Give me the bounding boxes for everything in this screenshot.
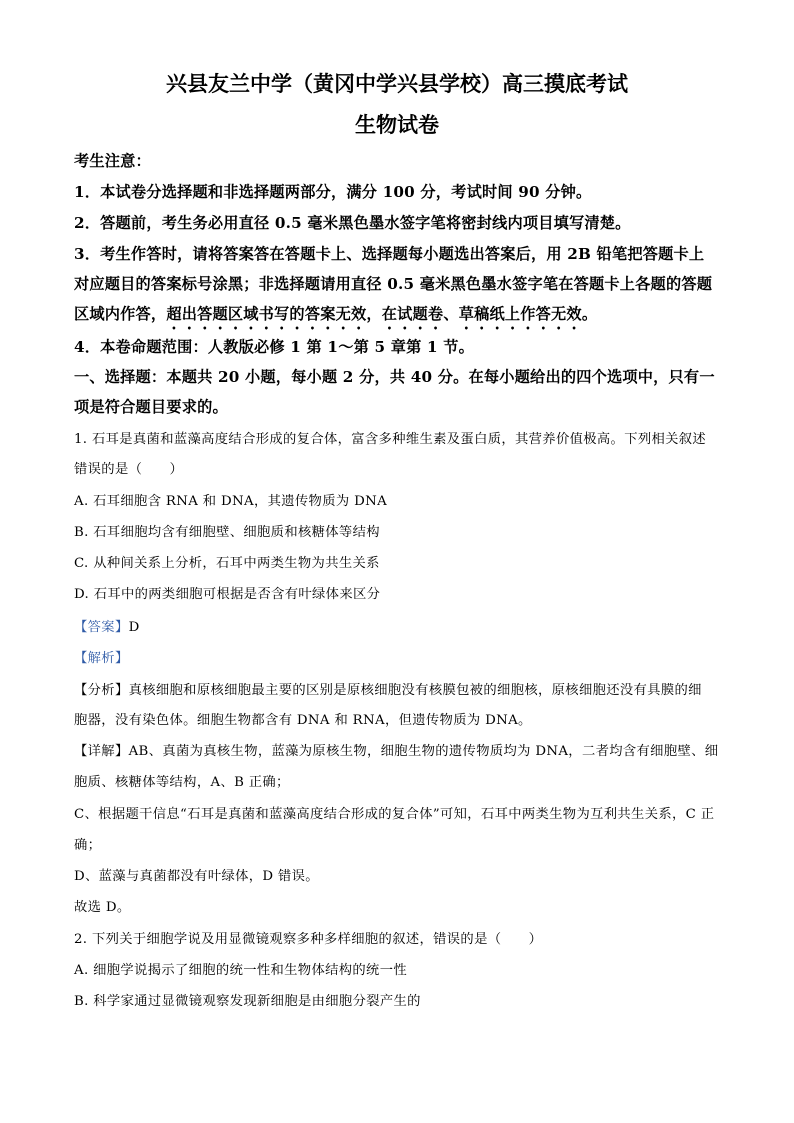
answer-value: D — [128, 620, 140, 635]
q1-option-d: D. 石耳中的两类细胞可根据是否含有叶绿体来区分 — [74, 587, 381, 602]
q1-answer — [74, 618, 140, 638]
fenxi-text-1: 真核细胞和原核细胞最主要的区别是原核细胞没有核膜包被的细胞核，原核细胞还没有具膜的细 — [128, 683, 702, 698]
notice-item-3-emphasis-1: 超出答题区域书写的答案无效 — [166, 305, 367, 323]
answer-tag: 【答案】 — [74, 620, 129, 635]
notice-item-1: 1．本试卷分选择题和非选择题两部分，满分 100 分，考试时间 90 分钟。 — [74, 183, 592, 201]
detail-text-1: AB、真菌为真核生物，蓝藻为原核生物，细胞生物的遗传物质均为 DNA，二者均含有细胞壁、细 — [128, 744, 719, 759]
q1-option-c: C. 从种间关系上分析，石耳中两类生物为共生关系 — [74, 556, 380, 571]
q1-conclusion: 故选 D。 — [74, 900, 131, 915]
q1-detail-line-3: C、根据题干信息“石耳是真菌和蓝藻高度结合形成的复合体”可知，石耳中两类生物为互利共生关系，C 正 — [74, 807, 715, 822]
q1-option-a: A. 石耳细胞含 RNA 和 DNA，其遗传物质为 DNA — [74, 494, 388, 509]
notice-item-3-line-1: 3．考生作答时，请将答案答在答题卡上、选择题每小题选出答案后，用 2B 铅笔把答题卡上 — [74, 245, 705, 263]
q1-fenxi-line-2: 胞器，没有染色体。细胞生物都含有 DNA 和 RNA，但遗传物质为 DNA。 — [74, 713, 532, 728]
q1-fenxi-line-1 — [74, 681, 702, 701]
notice-item-2: 2．答题前，考生务必用直径 0.5 毫米黑色墨水签字笔将密封线内项目填写清楚。 — [74, 214, 631, 232]
notice-item-3-line-3 — [74, 304, 597, 333]
q2-stem: 2. 下列关于细胞学说及用显微镜观察多种多样细胞的叙述，错误的是（ ） — [74, 932, 543, 947]
exam-subtitle: 生物试卷 — [355, 112, 439, 137]
q1-detail-line-5: D、蓝藻与真菌都没有叶绿体，D 错误。 — [74, 869, 319, 884]
q1-detail-line-2: 胞质、核糖体等结构，A、B 正确； — [74, 775, 290, 790]
notice-item-3-emphasis-2: 在试题卷、草稿纸上作答无效 — [381, 305, 582, 323]
notice-item-3-text-a: 区域内作答， — [74, 305, 167, 323]
notice-item-4: 4．本卷命题范围：人教版必修 1 第 1～第 5 章第 1 节。 — [74, 338, 474, 356]
notice-item-3-text-e: 。 — [581, 305, 598, 323]
q1-stem-line-2: 错误的是（ ） — [74, 462, 184, 477]
notice-item-3-line-2: 对应题目的答案标号涂黑；非选择题请用直径 0.5 毫米黑色墨水签字笔在答题卡上各题的答题 — [74, 275, 713, 293]
fenxi-tag: 【分析】 — [74, 683, 129, 698]
detail-tag: 【详解】 — [74, 744, 129, 759]
exam-title: 兴县友兰中学（黄冈中学兴县学校）高三摸底考试 — [166, 71, 628, 96]
q1-option-b: B. 石耳细胞均含有细胞壁、细胞质和核糖体等结构 — [74, 525, 380, 540]
notice-item-3-text-c: ， — [366, 305, 382, 323]
q1-detail-line-4: 确； — [74, 838, 102, 853]
analysis-tag: 【解析】 — [74, 651, 129, 666]
section-1-heading-line-2: 项是符合题目要求的。 — [74, 398, 228, 416]
q1-detail-line-1 — [74, 742, 718, 762]
q2-option-a: A. 细胞学说揭示了细胞的统一性和生物体结构的统一性 — [74, 963, 407, 978]
section-1-heading-line-1: 一、选择题：本题共 20 小题，每小题 2 分，共 40 分。在每小题给出的四个选项中，只有一 — [74, 368, 715, 386]
notice-heading: 考生注意： — [74, 152, 151, 170]
q1-stem-line-1: 1. 石耳是真菌和蓝藻高度结合形成的复合体，富含多种维生素及蛋白质，其营养价值极高。下列相关叙述 — [74, 432, 707, 447]
q2-option-b: B. 科学家通过显微镜观察发现新细胞是由细胞分裂产生的 — [74, 994, 421, 1009]
